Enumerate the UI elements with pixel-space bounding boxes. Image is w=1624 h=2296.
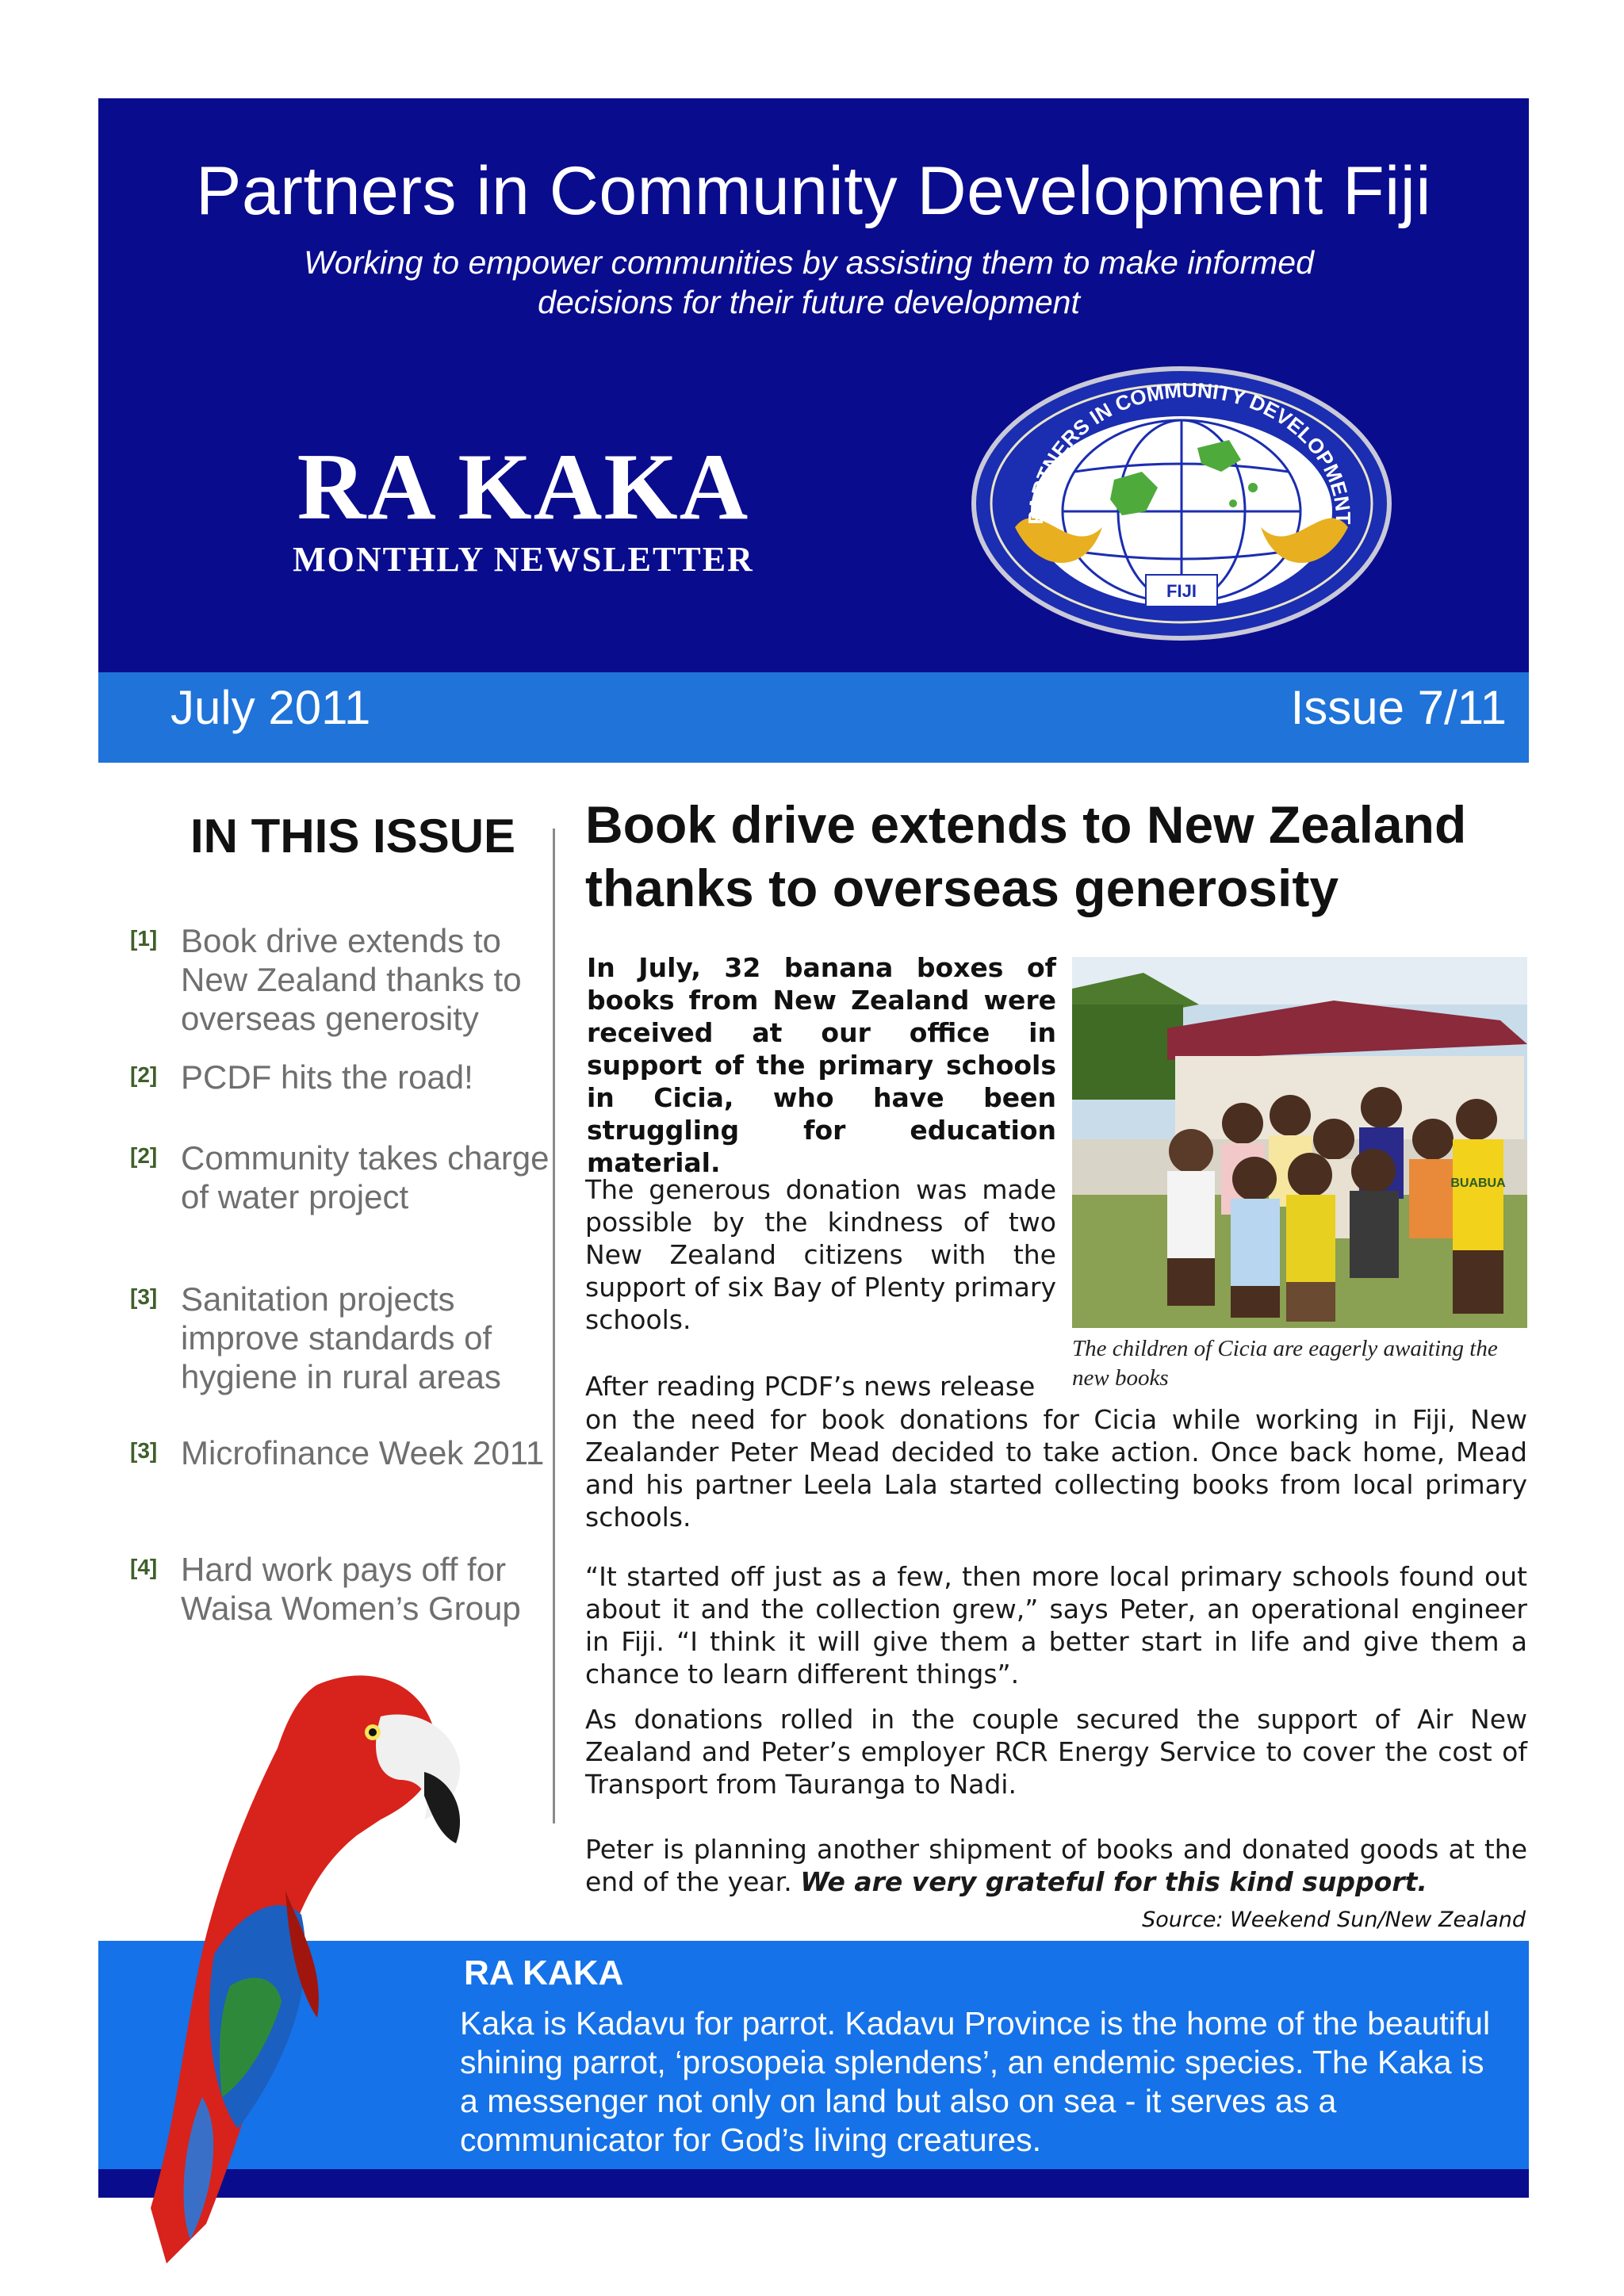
toc-page-number: [4]	[130, 1555, 158, 1579]
toc-title: Book drive extends to New Zealand thanks to overseas generosity	[181, 922, 522, 1037]
article-paragraph-4: As donations rolled in the couple secured the support of Air New Zealand and Peter’s employer RCR Energy Service to cover the cost of Transport from Tauranga to Nadi.	[585, 1704, 1527, 1800]
toc-page-number: [2]	[130, 1062, 158, 1087]
pcdf-logo	[967, 361, 1396, 646]
ra-kaka-title: RA KAKA	[464, 1954, 624, 1992]
toc-title: Hard work pays off for Waisa Women’s Group	[181, 1551, 521, 1627]
article-paragraph-3: “It started off just as a few, then more local primary schools found out about it and the collection grew,” says Peter, an operational engineer in Fiji. “I think it will give them a better start in life and give them a chance to learn different things”.	[585, 1561, 1527, 1689]
toc-title: Community takes charge of water project	[181, 1139, 550, 1215]
toc-page-number: [3]	[130, 1284, 158, 1309]
parrot-illustration	[119, 1653, 531, 2263]
organization-name: Partners in Community Development Fiji	[196, 153, 1431, 229]
tagline-line-1: Working to empower communities by assisting them to make informed	[304, 244, 1314, 281]
photo-caption: The children of Cicia are eagerly awaiting the new books	[1072, 1336, 1498, 1391]
article-source: Source: Weekend Sun/New Zealand	[1142, 1908, 1526, 1932]
toc-page-number: [1]	[130, 926, 158, 951]
toc-page-number: [3]	[130, 1438, 158, 1463]
article-lead: In July, 32 banana boxes of books from New Zealand were received at our office in support of the primary schools in Cicia, who have been struggling for education material.	[587, 952, 1056, 1178]
newsletter-subtitle: MONTHLY NEWSLETTER	[293, 540, 754, 579]
article-paragraph-2-start: After reading PCDF’s news release	[585, 1371, 1036, 1402]
article-paragraph-5	[585, 1833, 1527, 1898]
article-headline: Book drive extends to New Zealand thanks to overseas generosity	[585, 795, 1467, 917]
issue-number: Issue 7/11	[1290, 681, 1507, 734]
toc-page-number: [2]	[130, 1143, 158, 1168]
in-this-issue-heading: IN THIS ISSUE	[190, 809, 516, 863]
shirt-text: BUABUA	[1450, 1177, 1506, 1190]
toc-title: PCDF hits the road!	[181, 1058, 473, 1096]
tagline	[214, 243, 1404, 322]
logo-bottom-text: FIJI	[1166, 581, 1197, 601]
newsletter-title: RA KAKA	[297, 434, 750, 539]
issue-date: July 2011	[170, 681, 371, 734]
closing-text: Peter is planning another shipment of books and donated goods at the end of the year.	[585, 1834, 1527, 1897]
article-paragraph-1: The generous donation was made possible by the kindness of two New Zealand citizens with the support of six Bay of Plenty primary schools.	[585, 1174, 1056, 1335]
toc-title: Microfinance Week 2011	[181, 1434, 545, 1471]
children-photo	[1072, 957, 1527, 1328]
toc-title: Sanitation projects improve standards of hygiene in rural areas	[181, 1280, 501, 1395]
closing-emphasis: We are very grateful for this kind support.	[800, 1866, 1427, 1897]
logo-ring-text: PARTNERS IN COMMUNITY DEVELOPMENT	[1023, 377, 1356, 525]
article-paragraph-2: on the need for book donations for Cicia while working in Fiji, New Zealander Peter Mead decided to take action. Once back home, Mead and his partner Leela Lala started collecting books from local primary schools.	[585, 1404, 1527, 1533]
tagline-line-2: decisions for their future development	[538, 284, 1080, 320]
ra-kaka-description: Kaka is Kadavu for parrot. Kadavu Province is the home of the beautiful shining parrot, ‘prosopeia splendens’, an endemic species. The Kaka is a messenger not only on land but also on sea - it serves as a communicator for God’s living creatures.	[460, 2005, 1491, 2158]
